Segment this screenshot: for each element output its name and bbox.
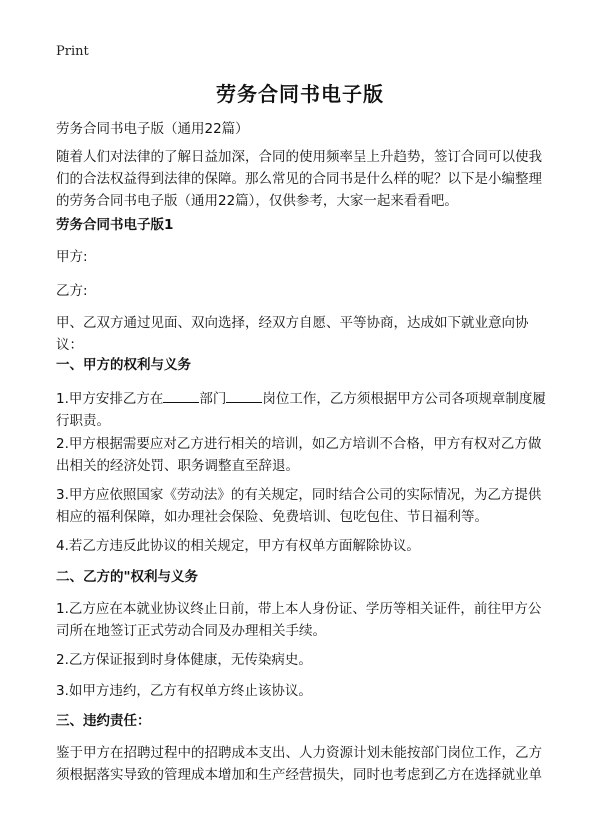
- party-b-label: 乙方:: [56, 283, 88, 299]
- agreement-paragraph: 甲、乙双方通过见面、双向选择，经双方自愿、平等协商，达成如下就业意向协议：: [56, 315, 529, 353]
- list-item: 3.甲方应依照国家《劳动法》的有关规定，同时结合公司的实际情况，为乙方提供相应的福利保障，如办理社会保险、免费培训、包吃包住、节日福利等。: [56, 487, 542, 525]
- list-item: 4.若乙方违反此协议的相关规定，甲方有权单方面解除协议。: [56, 538, 420, 554]
- party-a-label: 甲方:: [56, 249, 88, 265]
- item-text: 1.甲方安排乙方在: [56, 391, 164, 407]
- breach-paragraph: 鉴于甲方在招聘过程中的招聘成本支出、人力资源计划未能按部门岗位工作，乙方须根据落实导致的管理成本增加和生产经营损失，同时也考虑到乙方在选择就业单: [56, 745, 542, 783]
- list-item: [56, 388, 552, 432]
- department-blank: [163, 388, 199, 403]
- print-link[interactable]: Print: [56, 44, 89, 59]
- intro-paragraph: 随着人们对法律的了解日益加深，合同的使用频率呈上升趋势，签订合同可以使我们的合法权益得到法律的保障。那么常见的合同书是什么样的呢？以下是小编整理的劳务合同书电子版（通用22篇），仅供参考，大家一起来看看吧。: [56, 149, 542, 209]
- list-item: 1.乙方应在本就业协议终止日前，带上本人身份证、学历等相关证件，前往甲方公司所在地签订正式劳动合同及办理相关手续。: [56, 601, 542, 639]
- section-title: 劳务合同书电子版1: [56, 217, 174, 233]
- document-subtitle: 劳务合同书电子版（通用22篇）: [56, 121, 249, 137]
- position-blank: [226, 388, 262, 403]
- heading-party-b-rights: 二、乙方的"权利与义务: [56, 569, 199, 585]
- item-text: 部门: [199, 391, 227, 407]
- list-item: 2.乙方保证报到时身体健康，无传染病史。: [56, 652, 312, 668]
- heading-party-a-rights: 一、甲方的权利与义务: [56, 357, 191, 373]
- item-text: 岗位工作，乙方须根据甲方公司各项规章制度履行职责。: [56, 391, 546, 429]
- document-title: 劳务合同书电子版: [216, 82, 384, 106]
- list-item: 2.甲方根据需要应对乙方进行相关的培训，如乙方培训不合格，甲方有权对乙方做出相关的经济处罚、职务调整直至辞退。: [56, 436, 542, 474]
- heading-breach-liability: 三、违约责任：: [56, 713, 151, 729]
- list-item: 3.如甲方违约，乙方有权单方终止该协议。: [56, 683, 312, 699]
